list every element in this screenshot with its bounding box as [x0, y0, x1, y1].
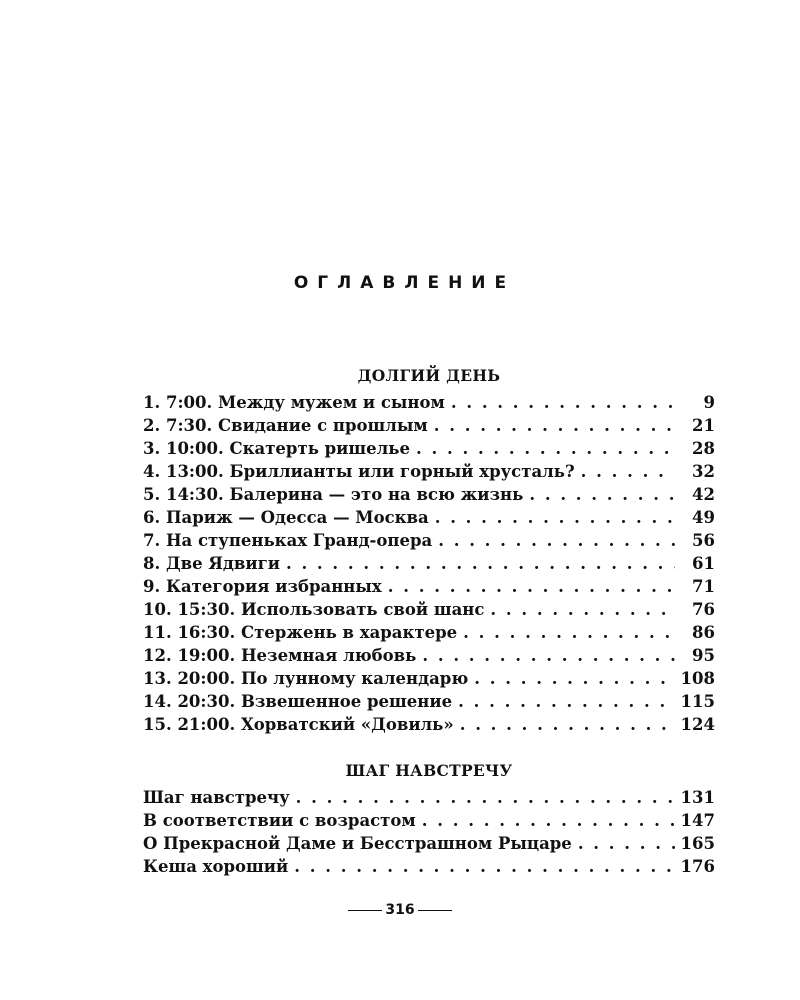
toc-entry-title: 11. 16:30. Стержень в характере: [143, 623, 458, 642]
toc-section-step-towards: [143, 759, 715, 878]
toc-entry[interactable]: [143, 786, 715, 809]
dot-leader: [581, 460, 675, 483]
toc-list: [143, 391, 715, 736]
dot-leader: [422, 809, 675, 832]
dot-leader: [460, 713, 675, 736]
toc-entry-page-number: 21: [692, 416, 715, 435]
toc-entry-page-number: 76: [692, 600, 715, 619]
toc-entry[interactable]: [143, 855, 715, 878]
toc-entry-title: 15. 21:00. Хорватский «Довиль»: [143, 715, 454, 734]
toc-entry-title: 12. 19:00. Неземная любовь: [143, 646, 417, 665]
toc-entry-title: 10. 15:30. Использовать свой шанс: [143, 600, 485, 619]
folio-rule-left: [348, 910, 382, 911]
dot-leader: [438, 529, 675, 552]
dot-leader: [435, 506, 675, 529]
toc-entry-page-number: 115: [680, 692, 715, 711]
dot-leader: [422, 644, 675, 667]
toc-entry[interactable]: [143, 690, 715, 713]
toc-entry[interactable]: [143, 809, 715, 832]
toc-entry-page-number: 28: [692, 439, 715, 458]
toc-entry-page-number: 124: [680, 715, 715, 734]
toc-entry[interactable]: [143, 713, 715, 736]
section-heading: ШАГ НАВСТРЕЧУ: [345, 761, 513, 780]
dot-leader: [490, 598, 675, 621]
folio-rule-right: [418, 910, 452, 911]
toc-entry-page-number: 131: [680, 788, 715, 807]
toc-entry-page-number: 147: [680, 811, 715, 830]
toc-entry[interactable]: [143, 483, 715, 506]
toc-entry-title: 13. 20:00. По лунному календарю: [143, 669, 469, 688]
toc-entry[interactable]: [143, 832, 715, 855]
toc-entry-title: 2. 7:30. Свидание с прошлым: [143, 416, 428, 435]
toc-entry-title: В соответствии с возрастом: [143, 811, 416, 830]
toc-entry[interactable]: [143, 552, 715, 575]
toc-entry-page-number: 71: [692, 577, 715, 596]
toc-entry-title: О Прекрасной Даме и Бесстрашном Рыцаре: [143, 834, 572, 853]
dot-leader: [434, 414, 675, 437]
toc-entry-page-number: 95: [692, 646, 715, 665]
dot-leader: [578, 832, 675, 855]
toc-entry-page-number: 32: [692, 462, 715, 481]
toc-entry[interactable]: [143, 460, 715, 483]
toc-entry-title: 9. Категория избранных: [143, 577, 382, 596]
page-title: ОГЛАВЛЕНИЕ: [293, 273, 516, 294]
toc-entry-page-number: 165: [680, 834, 715, 853]
section-heading: ДОЛГИЙ ДЕНЬ: [357, 366, 501, 385]
toc-list: [143, 786, 715, 878]
toc-entry-title: Шаг навстречу: [143, 788, 290, 807]
dot-leader: [529, 483, 675, 506]
toc-entry[interactable]: [143, 529, 715, 552]
toc-entry-page-number: 56: [692, 531, 715, 550]
toc-entry-page-number: 176: [680, 857, 715, 876]
toc-entry-title: 6. Париж — Одесса — Москва: [143, 508, 429, 527]
toc-entry[interactable]: [143, 644, 715, 667]
toc-entry-title: 3. 10:00. Скатерть ришелье: [143, 439, 410, 458]
dot-leader: [474, 667, 674, 690]
toc-entry[interactable]: [143, 598, 715, 621]
toc-entry-page-number: 9: [703, 393, 715, 412]
toc-entry-page-number: 42: [692, 485, 715, 504]
page-number-value: 316: [385, 902, 415, 918]
dot-leader: [451, 391, 675, 414]
toc-entry[interactable]: [143, 414, 715, 437]
toc-entry-page-number: 61: [692, 554, 715, 573]
dot-leader: [463, 621, 675, 644]
dot-leader: [286, 552, 675, 575]
dot-leader: [416, 437, 675, 460]
toc-entry-title: 4. 13:00. Бриллианты или горный хрусталь?: [143, 462, 575, 481]
toc-entry[interactable]: [143, 437, 715, 460]
toc-entry-page-number: 86: [692, 623, 715, 642]
toc-entry-title: Кеша хороший: [143, 857, 289, 876]
toc-entry-title: 8. Две Ядвиги: [143, 554, 280, 573]
dot-leader: [294, 855, 674, 878]
dot-leader: [458, 690, 674, 713]
toc-entry[interactable]: [143, 667, 715, 690]
toc-section-long-day: [143, 364, 715, 736]
dot-leader: [388, 575, 675, 598]
toc-entry-title: 5. 14:30. Балерина — это на всю жизнь: [143, 485, 524, 504]
toc-entry-title: 1. 7:00. Между мужем и сыном: [143, 393, 445, 412]
toc-entry-page-number: 108: [680, 669, 715, 688]
toc-entry[interactable]: [143, 506, 715, 529]
toc-entry[interactable]: [143, 391, 715, 414]
toc-entry-page-number: 49: [692, 508, 715, 527]
toc-entry-title: 7. На ступеньках Гранд-опера: [143, 531, 433, 550]
dot-leader: [296, 786, 675, 809]
toc-entry-title: 14. 20:30. Взвешенное решение: [143, 692, 453, 711]
toc-entry[interactable]: [143, 621, 715, 644]
toc-entry[interactable]: [143, 575, 715, 598]
page-number: [0, 902, 800, 918]
